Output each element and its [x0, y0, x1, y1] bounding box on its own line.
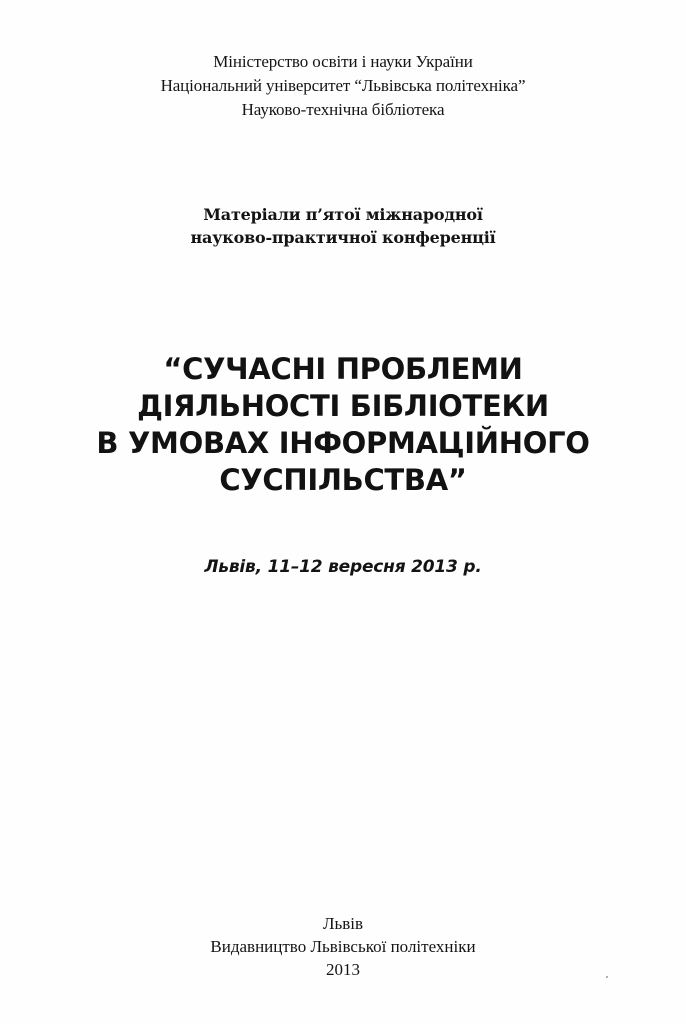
title-line-3: В УМОВАХ ІНФОРМАЦІЙНОГО [96, 426, 590, 460]
title-line-1: “СУЧАСНІ ПРОБЛЕМИ [163, 352, 523, 386]
university-line: Національний університет “Львівська політехніка” [160, 76, 526, 95]
conference-dateline: Львів, 11–12 вересня 2013 р. [204, 557, 482, 577]
library-line: Науково-технічна бібліотека [241, 100, 445, 119]
ministry-line: Міністерство освіти і науки України [213, 52, 473, 71]
title-line-4: СУСПІЛЬСТВА” [219, 463, 467, 497]
footer-year: 2013 [326, 960, 360, 979]
subtitle-line-1: Матеріали п’ятої міжнародної [203, 205, 483, 224]
subtitle-line-2: науково-практичної конференції [190, 228, 496, 247]
footer-publisher: Видавництво Львівської політехніки [210, 937, 476, 956]
footer-city: Львів [322, 914, 364, 933]
title-line-2: ДІЯЛЬНОСТІ БІБЛІОТЕКИ [137, 389, 549, 423]
scan-speck [606, 976, 608, 978]
